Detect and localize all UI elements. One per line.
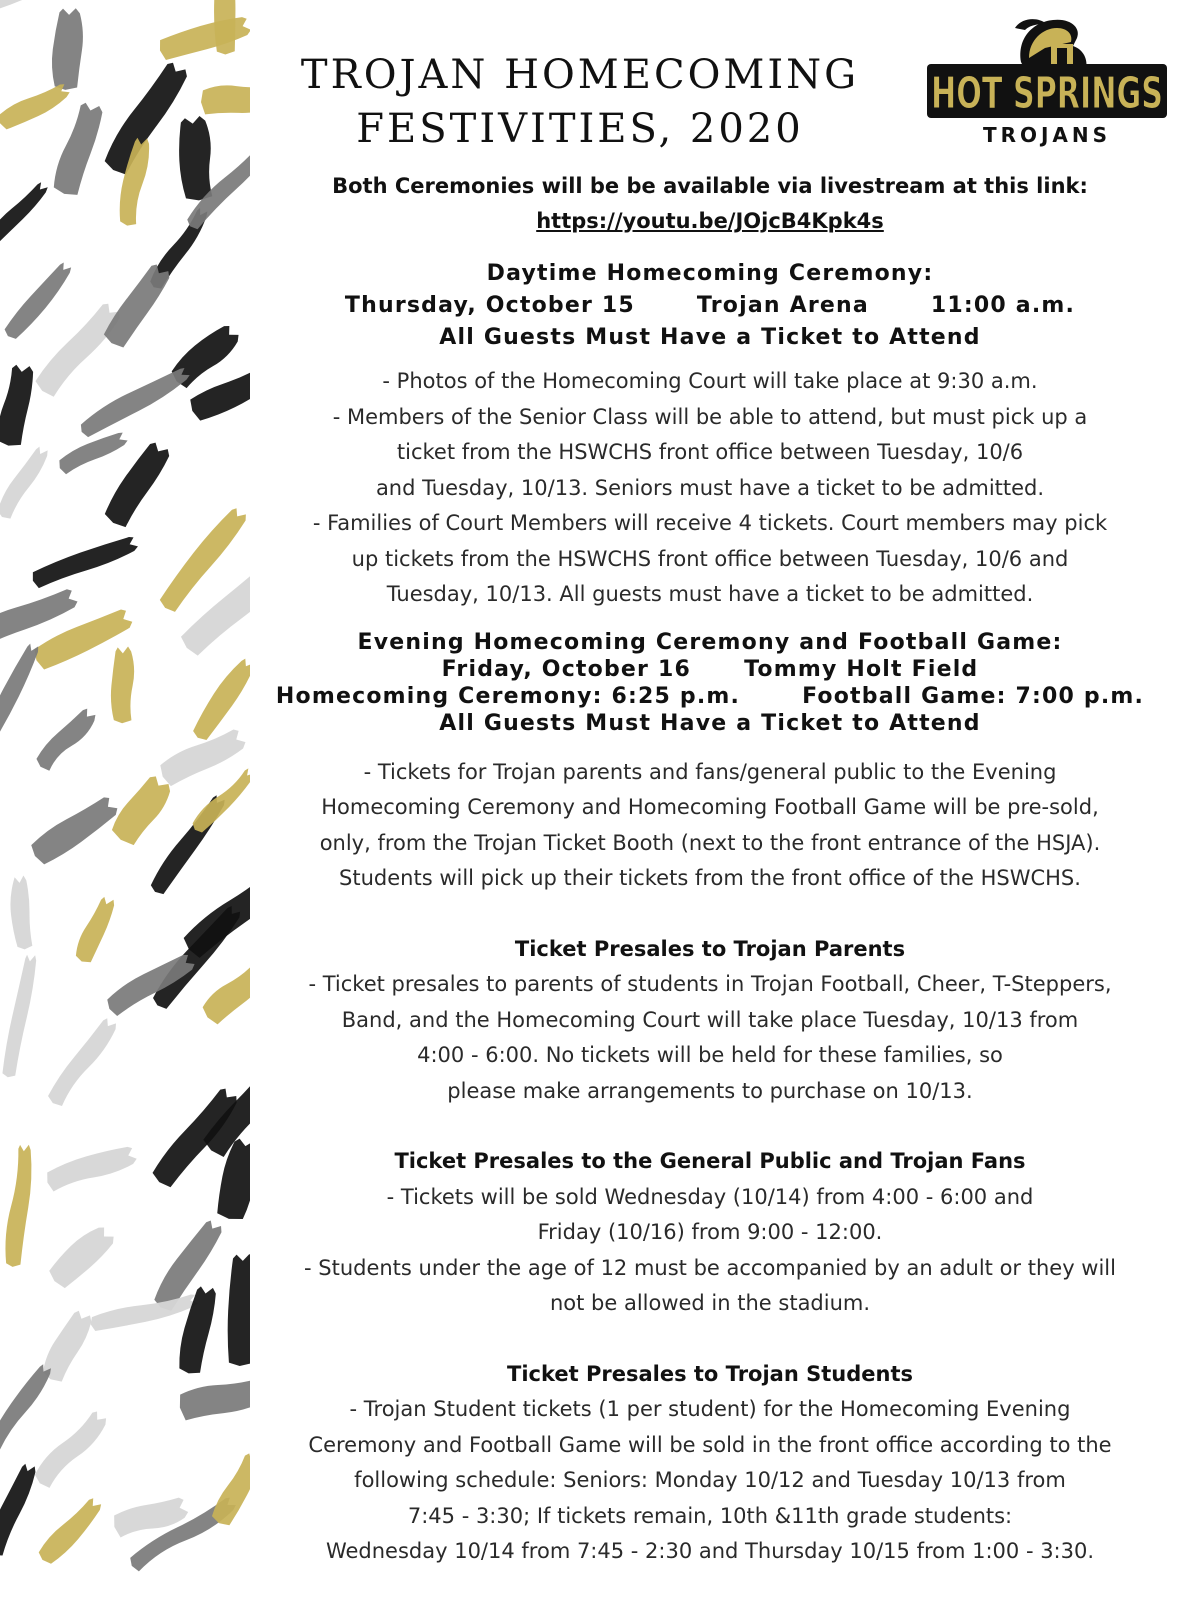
flyer-content [240,168,1180,1570]
brush-stroke [50,99,105,197]
brush-stroke-pattern [0,0,250,1600]
brush-stroke [76,362,193,441]
brush-stroke [213,0,236,55]
brush-stroke [0,641,43,743]
daytime-ceremony-section [240,258,1180,613]
presale-public-heading: Ticket Presales to the General Public and Trojan Fans [394,1149,1026,1173]
page-header [240,40,920,156]
brush-stroke [35,1494,106,1568]
presale-public-line: - Tickets will be sold Wednesday (10/14) from 4:00 - 6:00 and [386,1184,1034,1209]
daytime-body-line: ticket from the HSWCHS front office between Tuesday, 10/6 [396,440,1024,464]
presale-parents-line: please make arrangements to purchase on 10/13. [447,1078,973,1103]
brush-stroke [32,299,124,400]
presale-students-line: 7:45 - 3:30; If tickets remain, 10th &11th grade students: [407,1503,1013,1528]
presale-public-line: Friday (10/16) from 9:00 - 12:00. [537,1220,883,1244]
livestream-section [240,168,1180,238]
daytime-body-line: and Tuesday, 10/13. Seniors must have a ticket to be admitted. [375,475,1045,500]
evening-body-line: Homecoming Ceremony and Homecoming Football Game will be pre-sold, [321,795,1099,819]
brush-stroke [101,260,174,350]
brush-stroke [8,875,33,950]
daytime-body-line: - Members of the Senior Class will be able to attend, but must pick up a [332,404,1088,429]
presale-students-heading: Ticket Presales to Trojan Students [507,1361,913,1386]
brush-stroke [33,704,100,774]
presale-parents-line: Band, and the Homecoming Court will take place Tuesday, 10/13 from [341,1007,1079,1032]
daytime-body-line: - Photos of the Homecoming Court will take place at 9:30 a.m. [382,369,1038,393]
brush-stroke [45,1015,121,1110]
presale-public-body [240,1180,1180,1322]
brush-stroke [89,1291,200,1335]
hot-springs-trojans-logo [925,18,1170,148]
evening-details: Friday, October 16 Tommy Holt Field [441,656,979,682]
presale-public-line: - Students under the age of 12 must be accompanied by an adult or they will [304,1255,1116,1280]
evening-body-line: Students will pick up their tickets from the front office of the HSWCHS. [339,866,1081,890]
daytime-body-line: up tickets from the HSWCHS front office between Tuesday, 10/6 and [351,546,1069,571]
logo-wordmark-text: HOT SPRINGS [931,68,1163,119]
evening-heading: Evening Homecoming Ceremony and Football Game: [357,629,1063,655]
daytime-body-line: Tuesday, 10/13. All guests must have a ticket to be admitted. [386,582,1034,606]
logo-subtitle: TROJANS [982,123,1112,147]
title-line-2: FESTIVITIES, 2020 [356,106,804,152]
presale-students-line: Wednesday 10/14 from 7:45 - 2:30 and Thursday 10/15 from 1:00 - 3:30. [325,1539,1095,1563]
presale-parents-heading: Ticket Presales to Trojan Parents [514,936,906,961]
brush-stroke [0,0,70,13]
presale-parents-line: - Ticket presales to parents of students in Trojan Football, Cheer, T-Steppers, [308,972,1112,996]
brush-stroke [72,894,118,966]
brush-stroke [44,1220,118,1291]
daytime-body [240,364,1180,613]
brush-stroke [0,1460,39,1558]
presale-students-line: - Trojan Student tickets (1 per student) for the Homecoming Evening [349,1397,1071,1421]
presale-parents-body [240,967,1180,1109]
presale-public-section [240,1144,1180,1322]
evening-ticket-note: All Guests Must Have a Ticket to Attend [439,710,981,736]
presale-students-line: Ceremony and Football Game will be sold in the front office according to the [308,1432,1112,1457]
brush-stroke [176,115,215,201]
evening-body-line: only, from the Trojan Ticket Booth (next to the front entrance of the HSJA). [319,830,1101,855]
presale-students-line: following schedule: Seniors: Monday 10/12 and Tuesday 10/13 from [354,1468,1066,1492]
brush-stroke [1,259,76,343]
brush-stroke [50,7,84,91]
brush-stroke [157,13,250,63]
brush-stroke [0,443,51,522]
title-line-1: TROJAN HOMECOMING [300,52,860,98]
presale-parents-line: 4:00 - 6:00. No tickets will be held for these families, so [417,1043,1003,1067]
brush-stroke [0,363,36,448]
page-title [240,48,920,156]
livestream-link[interactable]: https://youtu.be/JOjcB4Kpk4s [536,209,884,233]
evening-times: Homecoming Ceremony: 6:25 p.m. Football Game: 7:00 p.m. [275,683,1145,709]
daytime-heading: Daytime Homecoming Ceremony: [486,261,934,286]
brush-stroke [0,179,51,246]
logo-wordmark [927,64,1167,119]
brush-stroke [0,1361,55,1454]
presale-students-section [240,1357,1180,1570]
brush-stroke [27,791,122,867]
brush-stroke [1,953,39,1079]
livestream-text: Both Ceremonies will be be available via livestream at this link: [332,174,1088,198]
brush-stroke [0,79,73,133]
brush-stroke [177,1374,250,1422]
presale-public-line: not be allowed in the stadium. [549,1291,871,1315]
evening-body [240,755,1180,897]
evening-body-line: - Tickets for Trojan parents and fans/general public to the Evening [363,759,1057,784]
evening-ceremony-section [240,629,1180,897]
daytime-ticket-note: All Guests Must Have a Ticket to Attend [439,325,981,350]
brush-stroke [43,1141,138,1193]
daytime-details: Thursday, October 15 Trojan Arena 11:00 a.m. [344,293,1076,318]
brush-stroke [108,771,176,849]
brush-stroke [111,646,135,723]
brush-stroke [31,1406,112,1491]
brush-stroke [3,1143,35,1268]
daytime-body-line: - Families of Court Members will receive 4 tickets. Court members may pick [312,511,1108,535]
presale-parents-section [240,932,1180,1110]
presale-students-body [240,1392,1180,1570]
brush-stroke [29,533,139,590]
